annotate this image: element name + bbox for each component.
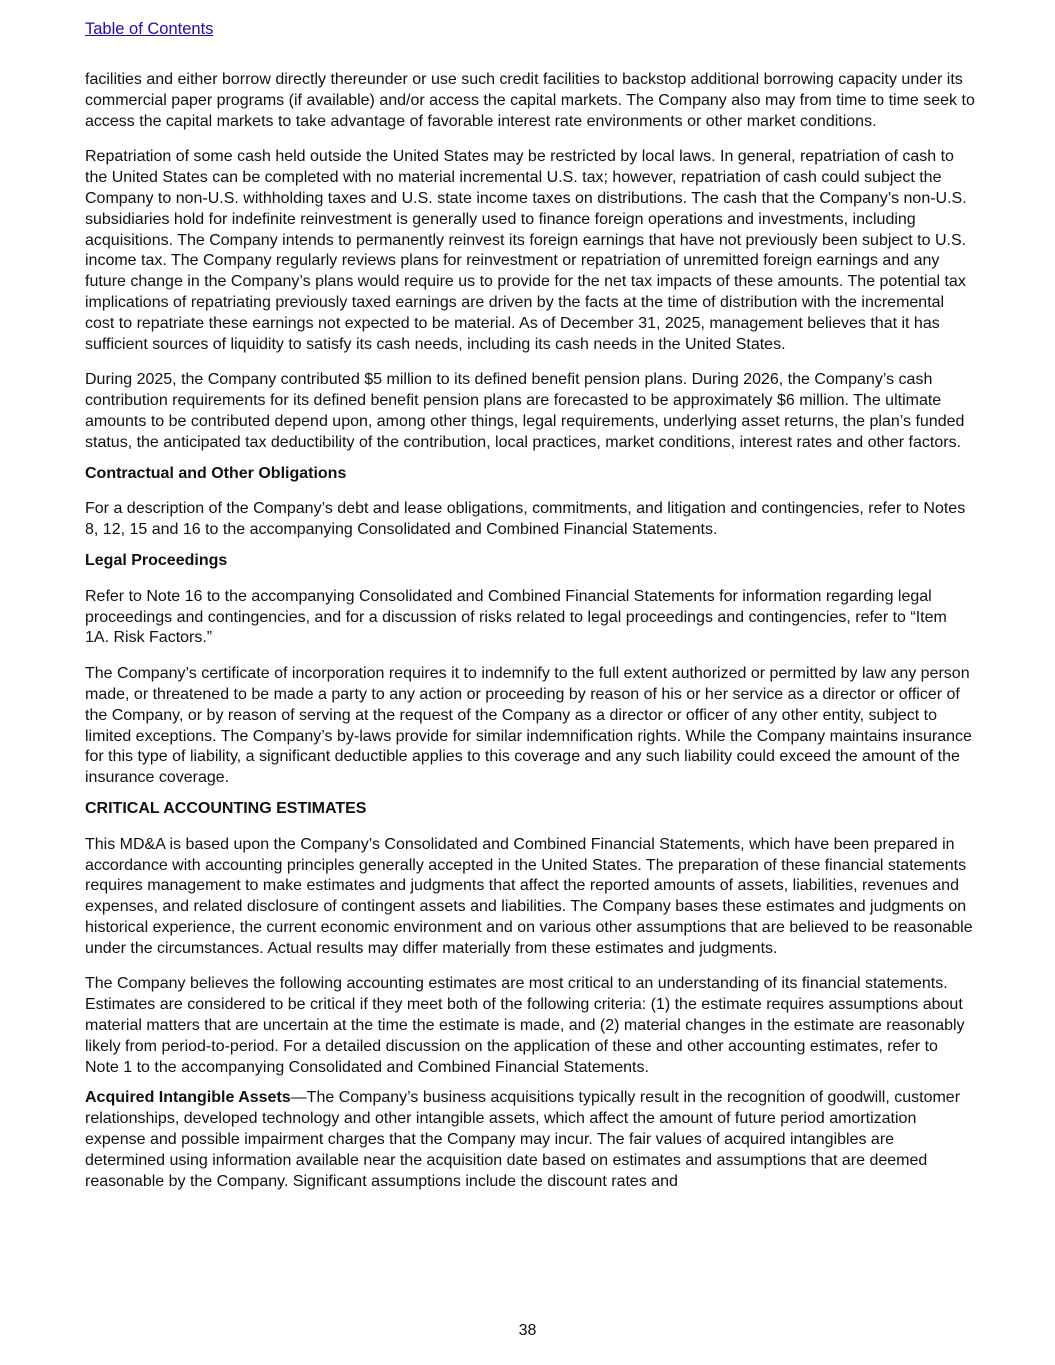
heading-legal-proceedings: Legal Proceedings (85, 551, 228, 569)
paragraph-repatriation: Repatriation of some cash held outside the United States may be restricted by local laws. In general, repatriation of cash to the United States can be completed with no material incremental U.S. tax; however, repatriation of cash could subject the Company to non-U.S. withholding taxes and U.S. state income taxes on distributions. The cash that the Company’s non-U.S. subsidiaries hold for indefinite reinvestment is generally used to finance foreign operations and investments, including acquisitions. The Company intends to permanently reinvest its foreign earnings that have not previously been subject to U.S. income tax. The Company regularly reviews plans for reinvestment or repatriation of unremitted foreign earnings and any future change in the Company’s plans would require us to provide for the net tax impacts of these amounts. The potential tax implications of repatriating previously taxed earnings are driven by the facts at the time of distribution with the incremental cost to repatriate these earnings not expected to be material. As of December 31, 2025, management believes that it has sufficient sources of liquidity to satisfy its cash needs, including its cash needs in the United States. (85, 148, 967, 353)
page-number: 38 (518, 1322, 537, 1339)
paragraph-acquired-intangible-assets (85, 1088, 975, 1192)
acquired-intangible-assets-text: —The Company’s business acquisitions typically result in the recognition of goodwill, customer relationships, developed technology and other intangible assets, which affect the amount of future period amortization expense and possible impairment charges that the Company may incur. The fair values of acquired intangibles are determined using information available near the acquisition date based on estimates and assumptions that are deemed reasonable by the Company. Significant assumptions include the discount rates and (85, 1089, 961, 1190)
inline-heading-acquired-intangible-assets: Acquired Intangible Assets (85, 1089, 291, 1107)
paragraph-debt-lease-obligations: For a description of the Company’s debt and lease obligations, commitments, and litigation and contingencies, refer to Notes 8, 12, 15 and 16 to the accompanying Consolidated and Combined Financial Statements. (85, 500, 966, 539)
paragraph-legal-note: Refer to Note 16 to the accompanying Consolidated and Combined Financial Statements for information regarding legal proceedings and contingencies, and for a discussion of risks related to legal proceedings and contingencies, refer to “Item 1A. Risk Factors.” (85, 587, 947, 647)
heading-contractual-obligations: Contractual and Other Obligations (85, 464, 347, 482)
paragraph-credit-facilities: facilities and either borrow directly thereunder or use such credit facilities to backstop additional borrowing capacity under its commercial paper programs (if available) and/or access the capital markets. The Company also may from time to time seek to access the capital markets to take advantage of favorable interest rate environments or other market conditions. (85, 71, 975, 130)
table-of-contents-link[interactable]: Table of Contents (85, 20, 214, 38)
paragraph-critical-estimates-criteria: The Company believes the following accounting estimates are most critical to an understanding of its financial statements. Estimates are considered to be critical if they meet both of the following criteria: (1) the estimate requires assumptions about material matters that are uncertain at the time the estimate is made, and (2) material changes in the estimate are reasonably likely from period-to-period. For a detailed discussion on the application of these and other accounting estimates, refer to Note 1 to the accompanying Consolidated and Combined Financial Statements. (85, 975, 965, 1076)
paragraph-mdna-basis: This MD&A is based upon the Company’s Consolidated and Combined Financial Statements, which have been prepared in accordance with accounting principles generally accepted in the United States. The preparation of these financial statements requires management to make estimates and judgments that affect the reported amounts of assets, liabilities, revenues and expenses, and related disclosure of contingent assets and liabilities. The Company bases these estimates and judgments on historical experience, the current economic environment and on various other assumptions that are believed to be reasonable under the circumstances. Actual results may differ materially from these estimates and judgments. (85, 835, 973, 957)
document-body (85, 70, 975, 1207)
paragraph-pension-contributions: During 2025, the Company contributed $5 million to its defined benefit pension plans. During 2026, the Company’s cash contribution requirements for its defined benefit pension plans are forecasted to be approximately $6 million. The ultimate amounts to be contributed depend upon, among other things, legal requirements, underlying asset returns, the plan’s funded status, the anticipated tax deductibility of the contribution, local practices, market conditions, interest rates and other factors. (85, 371, 965, 451)
heading-critical-accounting-estimates: CRITICAL ACCOUNTING ESTIMATES (85, 799, 367, 817)
paragraph-indemnification: The Company’s certificate of incorporation requires it to indemnify to the full extent authorized or permitted by law any person made, or threatened to be made a party to any action or proceeding by reason of his or her service as a director or officer of the Company, or by reason of serving at the request of the Company as a director or officer of any other entity, subject to limited exceptions. The Company’s by-laws provide for similar indemnification rights. While the Company maintains insurance for this type of liability, a significant deductible applies to this coverage and any such liability could exceed the amount of the insurance coverage. (85, 665, 972, 787)
